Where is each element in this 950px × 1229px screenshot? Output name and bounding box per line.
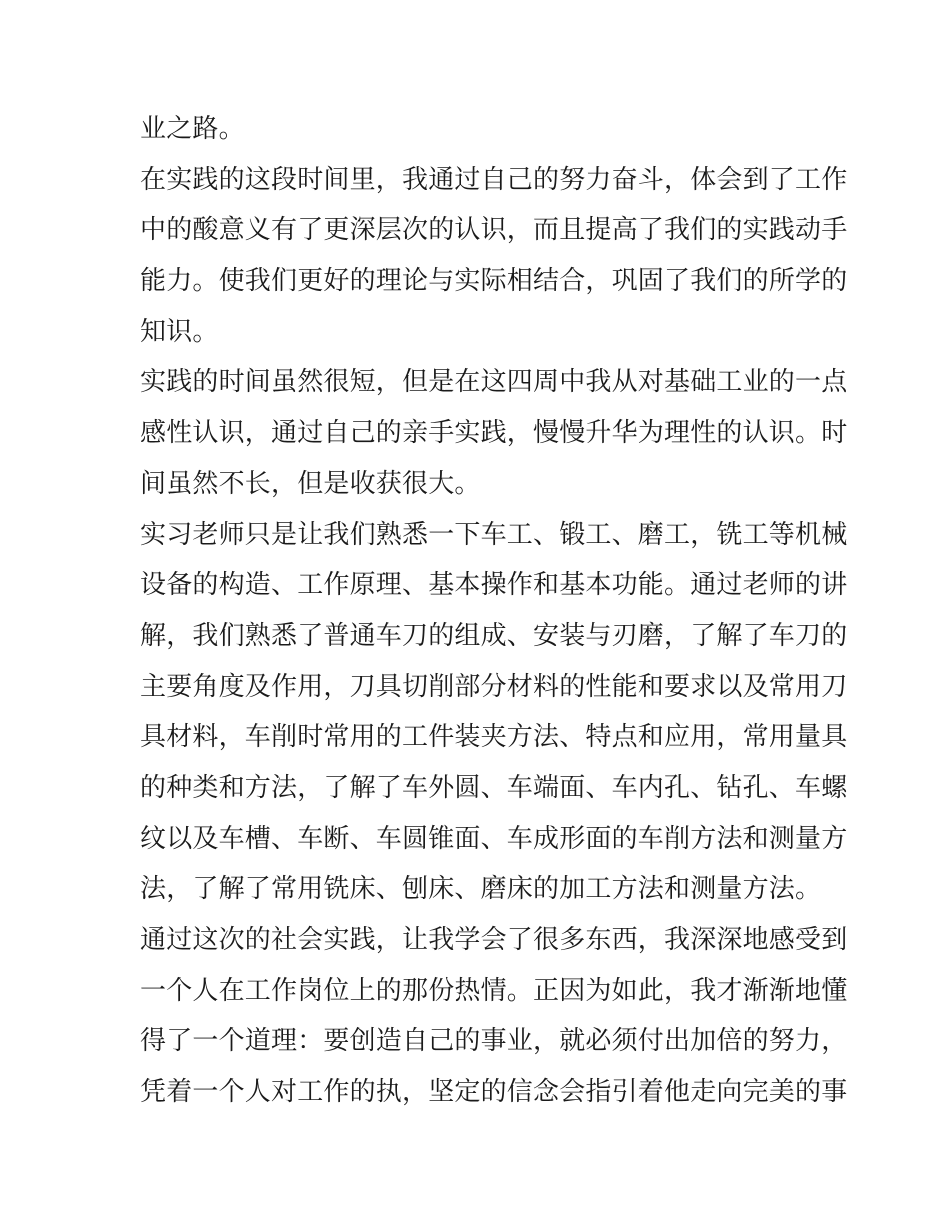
text-line: 中的酸意义有了更深层次的认识，而且提高了我们的实践动手 <box>140 215 848 246</box>
text-line: 业之路。 <box>140 114 245 144</box>
text-line: 法，了解了常用铣床、刨床、磨床的加工方法和测量方法。 <box>140 874 822 905</box>
text-line: 在实践的这段时间里，我通过自己的努力奋斗，体会到了工作 <box>140 164 848 195</box>
text-line: 实习老师只是让我们熟悉一下车工、锻工、磨工，铣工等机械 <box>140 519 848 550</box>
body-text <box>140 104 848 1118</box>
text-line: 纹以及车槽、车断、车圆锥面、车成形面的车削方法和测量方 <box>140 823 848 854</box>
text-line: 设备的构造、工作原理、基本操作和基本功能。通过老师的讲 <box>140 570 848 601</box>
text-line: 解，我们熟悉了普通车刀的组成、安装与刃磨，了解了车刀的 <box>140 620 848 651</box>
text-line: 凭着一个人对工作的执，坚定的信念会指引着他走向完美的事 <box>140 1077 848 1108</box>
text-line: 感性认识，通过自己的亲手实践，慢慢升华为理性的认识。时 <box>140 418 848 449</box>
text-line: 具材料，车削时常用的工件装夹方法、特点和应用，常用量具 <box>140 722 848 753</box>
text-line: 的种类和方法，了解了车外圆、车端面、车内孔、钻孔、车螺 <box>140 772 848 803</box>
text-line: 能力。使我们更好的理论与实际相结合，巩固了我们的所学的 <box>140 266 848 297</box>
text-line: 得了一个道理：要创造自己的事业，就必须付出加倍的努力， <box>140 1026 848 1057</box>
text-line: 知识。 <box>140 316 219 347</box>
text-line: 实践的时间虽然很短，但是在这四周中我从对基础工业的一点 <box>140 367 848 398</box>
text-line: 主要角度及作用，刀具切削部分材料的性能和要求以及常用刀 <box>140 671 848 702</box>
text-line: 一个人在工作岗位上的那份热情。正因为如此，我才渐渐地懂 <box>140 975 848 1006</box>
text-line: 间虽然不长，但是收获很大。 <box>140 468 481 499</box>
text-line: 通过这次的社会实践，让我学会了很多东西，我深深地感受到 <box>140 925 848 955</box>
